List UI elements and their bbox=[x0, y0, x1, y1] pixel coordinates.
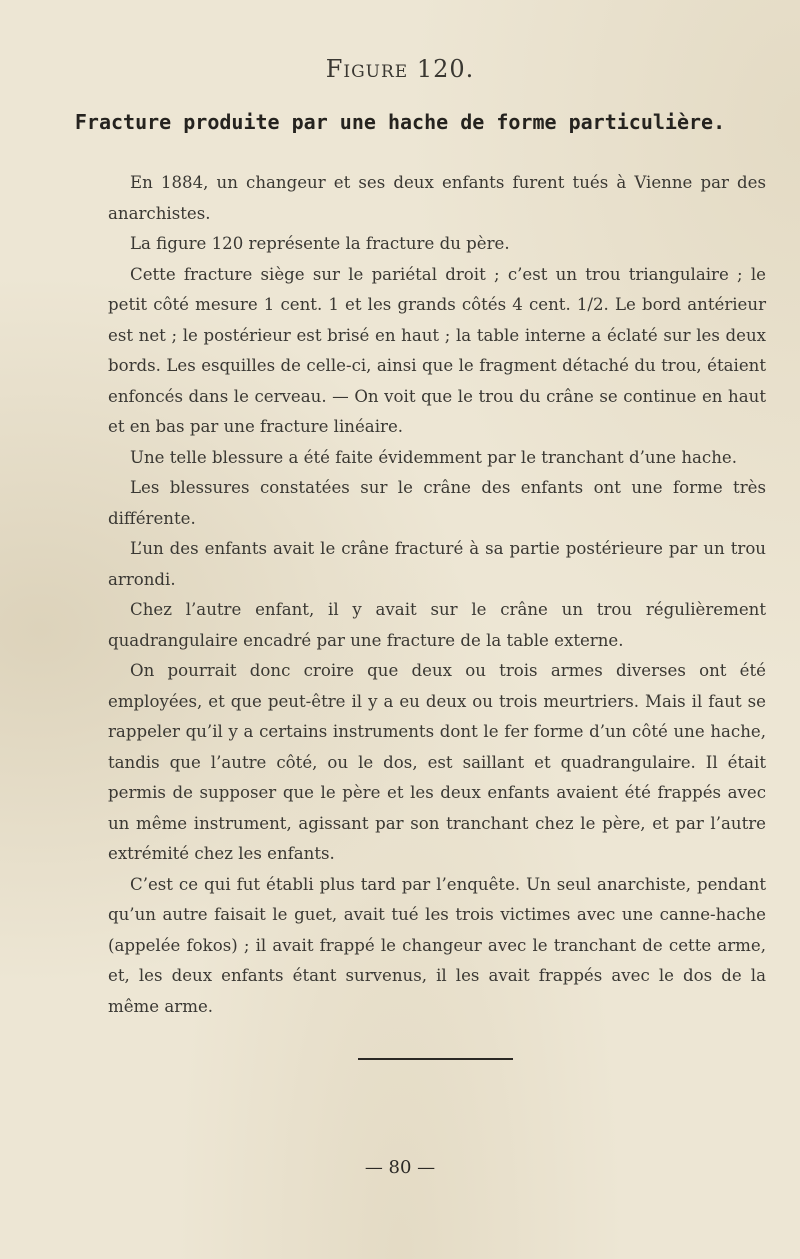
figure-label: Figure 120. bbox=[325, 55, 475, 83]
paragraph: Les blessures constatées sur le crâne des enfants ont une forme très différente. bbox=[108, 478, 766, 528]
page-title: Fracture produite par une hache de forme particulière. bbox=[74, 110, 726, 134]
paragraph: On pourrait donc croire que deux ou trois armes diverses ont été employées, et que peut-être il y a eu deux ou trois meurtriers. Mais il faut se rappeler qu’il y a certains instruments dont le fer forme d’un côté une hache, tandis que l’autre côté, ou le dos, est saillant et quadrangulaire. Il était permis de supposer que le père et les deux enfants avaient été frappés avec un même instrument, agissant par son tranchant chez le père, et par l’autre extrémité chez les enfants. bbox=[108, 661, 766, 863]
paragraph: C’est ce qui fut établi plus tard par l’enquête. Un seul anarchiste, pendant qu’un autre faisait le guet, avait tué les trois victimes avec une canne-hache (appelée fokos) ; il avait frappé le changeur avec le tranchant de cette arme, et, les deux enfants étant survenus, il les avait frappés avec le dos de la même arme. bbox=[108, 874, 766, 1016]
paragraph: Une telle blessure a été faite évidemment par le tranchant d’une hache. bbox=[130, 447, 738, 467]
page-number: — 80 — bbox=[364, 1157, 436, 1178]
paragraph: Cette fracture siège sur le pariétal droit ; c’est un trou triangulaire ; le petit côté mesure 1 cent. 1 et les grands côtés 4 cent. 1/2. Le bord antérieur est net ; le postérieur est brisé en haut ; la table interne a éclaté sur les deux bords. Les esquilles de celle-ci, ainsi que le fragment détaché du trou, étaient enfoncés dans le cerveau. — On voit que le trou du crâne se continue en haut et en bas par une fracture linéaire. bbox=[108, 264, 766, 436]
paragraph: L’un des enfants avait le crâne fracturé à sa partie postérieure par un trou arrondi. bbox=[108, 539, 766, 589]
paragraph: La figure 120 représente la fracture du père. bbox=[130, 234, 510, 253]
body-text bbox=[108, 168, 766, 1022]
paragraph: En 1884, un changeur et ses deux enfants furent tués à Vienne par des anarchistes. bbox=[108, 173, 766, 223]
divider bbox=[358, 1058, 513, 1060]
paragraph: Chez l’autre enfant, il y avait sur le crâne un trou régulièrement quadrangulaire encadré par une fracture de la table externe. bbox=[108, 600, 766, 650]
